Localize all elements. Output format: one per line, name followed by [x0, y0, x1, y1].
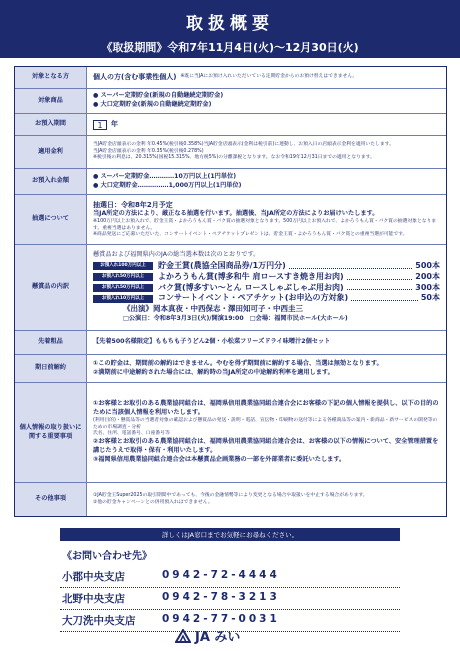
prize-intro: 懸賞品および福岡県内のJAの総当選本数は次のとおりです。 [93, 250, 260, 258]
rate-note: ※税引後の利息は、20.315%(国税15.315%、地方税5%)の分離課税となります。なお令和19年12月31日までの適用となります。 [93, 155, 375, 161]
branch-name: 小郡中央支店 [62, 571, 125, 583]
prize-tag: お預入れ10万円以上 [93, 295, 153, 303]
prize-item [93, 293, 440, 304]
privacy-fields: 氏名、住所、電話番号、口座番号等 [93, 431, 170, 437]
product-item: ● スーパー定期貯金(新規の自動継続定期貯金) [93, 92, 224, 100]
prize-item [93, 261, 440, 272]
concert-cast: 《出演》岡本真夜・中西保志・澤田知可子・中西圭三 [123, 304, 303, 314]
product-item: ● 大口定期貯金(新規の自動継続定期貯金) [93, 101, 212, 108]
prize-count: 200本 [415, 271, 440, 281]
prize-count: 50本 [420, 293, 440, 303]
row-other [15, 483, 446, 516]
rate-line: 当JA貯金店頭表示の金利 年0.45%(税引後0.358%)当JA貯金店頭表示(金利は税引前)に連動し、お預入日の店頭表示金利を適用いたします。 [93, 142, 394, 148]
prize-item [93, 272, 440, 283]
rate-line: 当JA貯金店頭表示の金利 年0.35%(税引後0.278%) [93, 148, 204, 154]
prize-name: コンサートイベント・ペアチケット(お申込の方対象) [158, 293, 349, 303]
row-rate [15, 136, 446, 169]
contact-bar: 詳しくはJA窓口までお気軽にお尋ねください。 [60, 528, 400, 541]
prize-name: よかろうもん賞(博多和牛 肩ロースすき焼き用お肉) [158, 271, 344, 281]
lottery-body: 当JA所定の方法により、厳正なる抽選を行います。抽選後、当JA所定の方法によりお届けいたします。 [93, 210, 379, 218]
lottery-date: 抽選日：令和8年2月予定 [93, 201, 173, 210]
amount-item: ● 大口定期貯金……………1,000万円以上(1円単位) [93, 181, 242, 189]
row-products [15, 89, 446, 114]
lottery-note: ※商品発送にご応募いただいた、コンサートイベント・ペアチケットプレゼントは、貯金王賞・よかろうもん賞・バク賞との重複当選が可能です。 [93, 232, 408, 238]
row-privacy [15, 383, 446, 483]
gift-text: 【先着500名様限定】ももちも子うどん2個・小松菜フリーズドライ味噌汁2個セット [93, 338, 331, 345]
cancel-item: ②満期前に中途解約された場合には、解約時の当JA所定の中途解約利率を適用します。 [93, 368, 334, 376]
cancel-item: ①この貯金は、期間前の解約はできません。やむを得ず期間前に解約する場合、当選は無効となります。 [93, 359, 383, 367]
contact-section [60, 528, 400, 632]
other-item: ①JA貯金王Super2025の取引期間中であっても、今後の金融情勢等により変更となる場合や取扱いを中止する場合があります。 [93, 493, 368, 499]
header-banner [0, 0, 460, 58]
row-label: 抽選について [15, 195, 87, 244]
prize-tag: お預入れ50万円以上 [93, 273, 153, 281]
contact-heading: 《お問い合わせ先》 [62, 551, 152, 562]
handling-period: 《取扱期間》令和7年11月4日(火)～12月30日(火) [101, 41, 359, 54]
branch-name: 大刀洗中央支店 [62, 615, 136, 627]
prize-name: 貯金王賞(農協全国商品券/1万円分) [158, 260, 286, 270]
logo-text: JA みい [195, 630, 241, 645]
other-item: ②他の貯金キャンペーンとの併用預入れはできません。 [93, 499, 213, 505]
row-label: 期日前解約 [15, 355, 87, 382]
privacy-item: ②お客様とお取引のある農業協同組合は、福岡県信用農業協同組合連合会は、お客様の以下の情報について、安全管理措置を講じたうえで取得・保有・利用いたします。 [93, 437, 439, 454]
lottery-note: ※100万円以上お預入れで、貯金王賞・よかろうもん賞・バク賞の抽選対象となります。500万円以上お預入れで、よかろうもん賞・バク賞の抽選対象となります。重複当選はありません。 [93, 219, 437, 231]
privacy-purpose: (利用目的)・懸賞品等の当選者対象の確認および懸賞品の発送・説明・電話、宣伝物・印刷物の送付等による各種商品等の案内・新商品・新サービスの開発等のための市場調査・分析 [93, 418, 438, 430]
row-lottery [15, 195, 446, 245]
prize-count: 500本 [415, 260, 440, 270]
summary-table [14, 66, 447, 517]
term-unit: 年 [111, 120, 118, 129]
privacy-item: ①お客様とお取引のある農業協同組合は、福岡県信用農業協同組合連合会にお客様の下記の個人情報を提供し、以下の目的のために当該個人情報を利用いたします。 [93, 400, 439, 417]
concert-venue: □公演日：令和8年3月3日(火)/開演19:00 □会場：福岡市民ホール(大ホール) [123, 315, 348, 323]
prize-tag: お預入れ50万円以上 [93, 284, 153, 292]
target-main: 個人の方(含む事業性個人) [93, 73, 177, 82]
row-label: 適用金利 [15, 136, 87, 168]
row-label: 対象となる方 [15, 67, 87, 88]
target-note: ※既に当JAにお預け入れいただいている定期貯金からのお預け替えはできません。 [180, 74, 358, 80]
privacy-item: ③福岡県信用農業協同組合連合会は本懸賞品企画業務の一部を外部業者に委託いたします。 [93, 455, 346, 463]
row-amount [15, 169, 446, 195]
page-title: 取扱概要 [186, 14, 274, 34]
row-prizes [15, 245, 446, 331]
prize-name: バク賞(博多すい～とん ロースしゃぶしゃぶ用お肉) [158, 282, 344, 292]
branch-line [60, 566, 400, 588]
row-label: 個人情報の取り扱いに関する重要事項 [15, 383, 87, 482]
amount-item: ● スーパー定期貯金…………10万円以上(1円単位) [93, 172, 237, 180]
row-target [15, 67, 446, 89]
row-term [15, 114, 446, 136]
row-label: その他事項 [15, 483, 87, 516]
row-label: 対象商品 [15, 89, 87, 113]
row-gift [15, 331, 446, 355]
row-label: 先着粗品 [15, 331, 87, 354]
branch-name: 北野中央支店 [62, 593, 125, 605]
row-label: お預入れ金額 [15, 169, 87, 194]
branch-tel: 0942-72-4444 [162, 569, 280, 581]
ja-logo [175, 626, 240, 645]
branch-line [60, 588, 400, 610]
row-label: 懸賞品の内訳 [15, 245, 87, 330]
ja-logo-icon [175, 629, 191, 643]
prize-count: 300本 [415, 282, 440, 292]
branch-tel: 0942-78-3213 [162, 591, 280, 603]
row-cancel [15, 355, 446, 383]
branch-tel: 0942-77-0031 [162, 613, 280, 625]
prize-tag: お預入れ100万円以上 [93, 262, 153, 270]
term-value: 1 [93, 120, 107, 130]
prize-item [93, 283, 440, 294]
row-label: お預入期間 [15, 114, 87, 135]
